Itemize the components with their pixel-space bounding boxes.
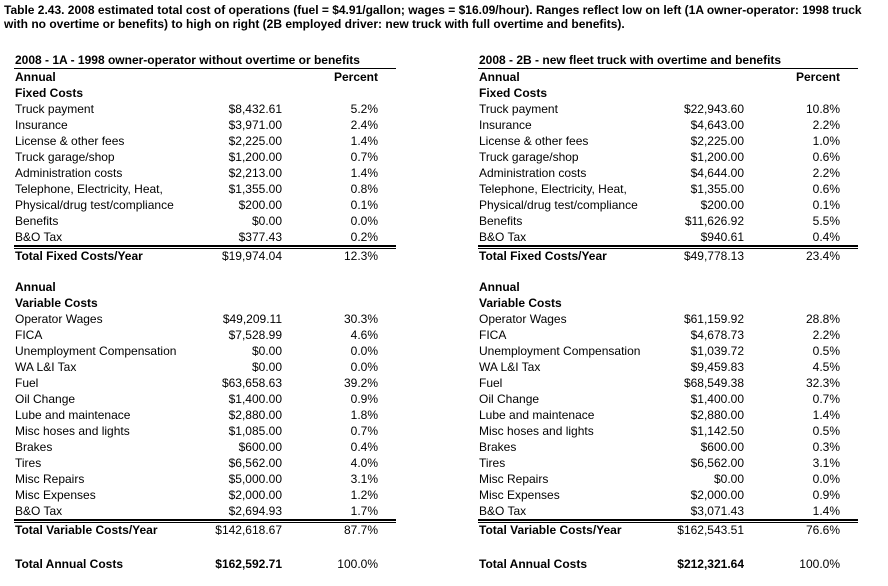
variable-annual-label: Annual <box>479 280 520 294</box>
cost-amount: $2,225.00 <box>690 134 744 148</box>
cost-label: Truck garage/shop <box>479 150 579 164</box>
fixed-total-row <box>14 246 396 263</box>
annual-total-row <box>14 556 396 572</box>
cost-amount: $9,459.83 <box>690 360 744 374</box>
variable-cost-row <box>14 471 396 487</box>
variable-cost-row <box>14 311 396 327</box>
cost-percent: 30.3% <box>343 312 378 326</box>
cost-amount: $6,562.00 <box>228 456 282 470</box>
cost-label: Benefits <box>15 214 59 228</box>
cost-label: Physical/drug test/compliance <box>479 198 638 212</box>
variable-cost-row <box>14 343 396 359</box>
cost-label: FICA <box>15 328 43 342</box>
cost-label: Unemployment Compensation <box>15 344 177 358</box>
cost-label: Lube and maintenace <box>479 408 595 422</box>
column-header <box>14 69 396 85</box>
cost-label: B&O Tax <box>479 230 527 244</box>
cost-amount: $8,432.61 <box>228 102 282 116</box>
variable-costs-heading <box>14 295 396 311</box>
variable-cost-row <box>14 503 396 520</box>
cost-amount: $2,000.00 <box>228 488 282 502</box>
fixed-cost-row <box>478 197 858 213</box>
cost-label: Brakes <box>479 440 517 454</box>
cost-label: Truck payment <box>479 102 558 116</box>
cost-label: Misc Repairs <box>479 472 549 486</box>
column-header <box>478 69 858 85</box>
fixed-cost-row <box>14 101 396 117</box>
cost-percent: 0.8% <box>350 182 378 196</box>
variable-cost-row <box>478 503 858 520</box>
cost-label: WA L&I Tax <box>479 360 541 374</box>
variable-cost-row <box>478 375 858 391</box>
percent-header: Percent <box>795 70 840 84</box>
variable-total-row <box>478 520 858 537</box>
cost-percent: 0.6% <box>812 182 840 196</box>
cost-percent: 0.3% <box>812 440 840 454</box>
annual-label: Annual <box>15 70 56 84</box>
annual-total-row <box>478 556 858 572</box>
cost-percent: 0.9% <box>812 488 840 502</box>
cost-label: Benefits <box>479 214 523 228</box>
annual-total-label: Total Annual Costs <box>15 557 123 571</box>
spacer <box>478 263 858 279</box>
cost-label: B&O Tax <box>479 504 527 518</box>
cost-percent: 2.4% <box>350 118 378 132</box>
cost-percent: 0.2% <box>350 230 378 244</box>
variable-cost-row <box>478 407 858 423</box>
cost-percent: 2.2% <box>812 166 840 180</box>
panel-right-2b <box>478 52 858 572</box>
panel-title <box>14 52 396 69</box>
annual-label: Annual <box>479 70 520 84</box>
cost-label: Administration costs <box>479 166 587 180</box>
variable-cost-row <box>14 455 396 471</box>
total-label: Total Fixed Costs/Year <box>479 249 607 263</box>
cost-amount: $1,355.00 <box>690 182 744 196</box>
cost-amount: $6,562.00 <box>690 456 744 470</box>
fixed-cost-row <box>14 117 396 133</box>
cost-percent: 0.0% <box>350 214 378 228</box>
fixed-cost-row <box>478 101 858 117</box>
panel-title-text: 2008 - 1A - 1998 owner-operator without overtime or benefits <box>15 53 360 67</box>
cost-amount: $3,971.00 <box>228 118 282 132</box>
cost-percent: 0.9% <box>350 392 378 406</box>
variable-cost-row <box>14 423 396 439</box>
cost-label: Truck garage/shop <box>15 150 115 164</box>
fixed-costs-heading <box>478 85 858 101</box>
fixed-cost-row <box>478 165 858 181</box>
cost-label: Oil Change <box>15 392 76 406</box>
variable-total-row <box>14 520 396 537</box>
variable-cost-row <box>478 487 858 503</box>
cost-amount: $4,678.73 <box>690 328 744 342</box>
total-percent: 87.7% <box>343 523 378 537</box>
fixed-cost-row <box>478 181 858 197</box>
fixed-total-row <box>478 246 858 263</box>
cost-label: Telephone, Electricity, Heat, <box>479 182 627 196</box>
fixed-cost-row <box>14 197 396 213</box>
cost-amount: $2,694.93 <box>228 504 282 518</box>
cost-amount: $0.00 <box>251 344 282 358</box>
cost-label: Operator Wages <box>479 312 567 326</box>
fixed-costs-heading <box>14 85 396 101</box>
cost-percent: 2.2% <box>812 328 840 342</box>
cost-percent: 4.5% <box>812 360 840 374</box>
cost-amount: $600.00 <box>700 440 744 454</box>
cost-percent: 0.1% <box>812 198 840 212</box>
total-label: Total Variable Costs/Year <box>15 523 158 537</box>
variable-cost-row <box>478 311 858 327</box>
cost-amount: $940.61 <box>700 230 744 244</box>
cost-label: B&O Tax <box>15 504 63 518</box>
cost-label: Tires <box>479 456 506 470</box>
cost-percent: 4.0% <box>350 456 378 470</box>
total-percent: 23.4% <box>805 249 840 263</box>
annual-total-amount: $212,321.64 <box>677 557 744 571</box>
variable-annual-heading <box>478 279 858 295</box>
total-amount: $162,543.51 <box>677 523 744 537</box>
cost-amount: $4,643.00 <box>690 118 744 132</box>
cost-label: Lube and maintenace <box>15 408 131 422</box>
variable-cost-row <box>14 375 396 391</box>
total-percent: 12.3% <box>343 249 378 263</box>
cost-label: License & other fees <box>479 134 589 148</box>
fixed-cost-row <box>14 149 396 165</box>
variable-cost-row <box>478 327 858 343</box>
cost-amount: $0.00 <box>251 360 282 374</box>
spacer <box>14 263 396 279</box>
fixed-cost-row <box>478 117 858 133</box>
cost-percent: 32.3% <box>805 376 840 390</box>
cost-label: Physical/drug test/compliance <box>15 198 174 212</box>
cost-amount: $1,142.50 <box>690 424 744 438</box>
cost-amount: $377.43 <box>238 230 282 244</box>
cost-percent: 28.8% <box>805 312 840 326</box>
cost-label: Insurance <box>479 118 532 132</box>
cost-percent: 1.4% <box>350 134 378 148</box>
cost-amount: $11,626.92 <box>684 214 744 228</box>
cost-percent: 10.8% <box>805 102 840 116</box>
fixed-costs-label: Fixed Costs <box>15 86 84 100</box>
cost-amount: $1,200.00 <box>690 150 744 164</box>
variable-costs-label: Variable Costs <box>15 296 98 310</box>
cost-percent: 1.8% <box>350 408 378 422</box>
panel-title-text: 2008 - 2B - new fleet truck with overtime and benefits <box>479 53 782 67</box>
cost-percent: 0.0% <box>350 344 378 358</box>
fixed-cost-row <box>478 229 858 246</box>
fixed-cost-row <box>14 181 396 197</box>
cost-amount: $61,159.92 <box>683 312 744 326</box>
cost-amount: $1,355.00 <box>228 182 282 196</box>
cost-amount: $49,209.11 <box>222 312 282 326</box>
cost-label: WA L&I Tax <box>15 360 77 374</box>
cost-percent: 39.2% <box>343 376 378 390</box>
cost-percent: 2.2% <box>812 118 840 132</box>
cost-label: Misc Expenses <box>15 488 96 502</box>
cost-amount: $63,658.63 <box>221 376 282 390</box>
variable-cost-row <box>14 391 396 407</box>
panel-title <box>478 52 858 69</box>
cost-amount: $5,000.00 <box>228 472 282 486</box>
cost-label: Brakes <box>15 440 53 454</box>
cost-percent: 4.6% <box>350 328 378 342</box>
cost-label: Misc Repairs <box>15 472 85 486</box>
variable-cost-row <box>14 327 396 343</box>
variable-cost-row <box>14 407 396 423</box>
variable-cost-row <box>14 439 396 455</box>
cost-percent: 1.7% <box>350 504 378 518</box>
cost-amount: $200.00 <box>238 198 282 212</box>
fixed-cost-row <box>14 229 396 246</box>
annual-total-percent: 100.0% <box>799 557 840 571</box>
total-amount: $19,974.04 <box>221 249 282 263</box>
cost-label: Oil Change <box>479 392 540 406</box>
total-amount: $142,618.67 <box>215 523 282 537</box>
cost-amount: $4,644.00 <box>690 166 744 180</box>
cost-percent: 5.2% <box>350 102 378 116</box>
annual-total-label: Total Annual Costs <box>479 557 587 571</box>
cost-amount: $0.00 <box>251 214 282 228</box>
cost-percent: 5.5% <box>812 214 840 228</box>
fixed-cost-row <box>14 133 396 149</box>
cost-percent: 0.7% <box>350 424 378 438</box>
cost-amount: $1,400.00 <box>228 392 282 406</box>
cost-label: Misc hoses and lights <box>479 424 594 438</box>
total-amount: $49,778.13 <box>683 249 744 263</box>
variable-annual-heading <box>14 279 396 295</box>
cost-label: B&O Tax <box>15 230 63 244</box>
cost-percent: 0.5% <box>812 344 840 358</box>
cost-percent: 0.7% <box>350 150 378 164</box>
cost-amount: $2,225.00 <box>228 134 282 148</box>
cost-label: License & other fees <box>15 134 125 148</box>
variable-cost-row <box>478 359 858 375</box>
cost-percent: 0.5% <box>812 424 840 438</box>
annual-total-percent: 100.0% <box>337 557 378 571</box>
fixed-cost-row <box>478 149 858 165</box>
variable-cost-row <box>14 487 396 503</box>
fixed-cost-row <box>14 165 396 181</box>
total-percent: 76.6% <box>805 523 840 537</box>
cost-label: FICA <box>479 328 507 342</box>
variable-costs-heading <box>478 295 858 311</box>
cost-label: Administration costs <box>15 166 123 180</box>
variable-cost-row <box>478 343 858 359</box>
panel-left-1a <box>14 52 396 572</box>
cost-percent: 0.4% <box>350 440 378 454</box>
cost-amount: $68,549.38 <box>683 376 744 390</box>
cost-label: Fuel <box>15 376 39 390</box>
cost-label: Unemployment Compensation <box>479 344 641 358</box>
cost-amount: $0.00 <box>713 472 744 486</box>
table-caption: Table 2.43. 2008 estimated total cost of operations (fuel = $4.91/gallon; wages = $16.09/hour). Ranges reflect low on left (1A owner-operator: 1998 truck with no overtime or benefits) to high on right (2B employed driver: new truck with full overtime and benefits). <box>4 3 862 31</box>
cost-amount: $2,000.00 <box>690 488 744 502</box>
cost-percent: 3.1% <box>812 456 840 470</box>
cost-label: Tires <box>15 456 42 470</box>
variable-cost-row <box>478 439 858 455</box>
cost-label: Fuel <box>479 376 503 390</box>
cost-percent: 3.1% <box>350 472 378 486</box>
cost-percent: 1.4% <box>812 408 840 422</box>
cost-amount: $1,039.72 <box>690 344 744 358</box>
cost-label: Insurance <box>15 118 68 132</box>
cost-label: Misc Expenses <box>479 488 560 502</box>
variable-cost-row <box>14 359 396 375</box>
cost-amount: $600.00 <box>238 440 282 454</box>
cost-percent: 0.6% <box>812 150 840 164</box>
variable-cost-row <box>478 423 858 439</box>
cost-amount: $2,213.00 <box>228 166 282 180</box>
fixed-cost-row <box>14 213 396 229</box>
cost-percent: 1.4% <box>812 504 840 518</box>
cost-amount: $1,200.00 <box>228 150 282 164</box>
fixed-costs-label: Fixed Costs <box>479 86 548 100</box>
cost-percent: 0.0% <box>350 360 378 374</box>
fixed-cost-row <box>478 133 858 149</box>
variable-costs-label: Variable Costs <box>479 296 562 310</box>
variable-cost-row <box>478 455 858 471</box>
percent-header: Percent <box>333 70 378 84</box>
cost-label: Misc hoses and lights <box>15 424 130 438</box>
cost-amount: $200.00 <box>700 198 744 212</box>
spacer <box>478 537 858 556</box>
cost-label: Truck payment <box>15 102 94 116</box>
annual-total-amount: $162,592.71 <box>215 557 282 571</box>
cost-percent: 1.2% <box>350 488 378 502</box>
total-label: Total Fixed Costs/Year <box>15 249 143 263</box>
cost-amount: $1,400.00 <box>690 392 744 406</box>
cost-amount: $2,880.00 <box>690 408 744 422</box>
cost-label: Operator Wages <box>15 312 103 326</box>
cost-percent: 0.4% <box>812 230 840 244</box>
cost-percent: 0.7% <box>812 392 840 406</box>
cost-amount: $7,528.99 <box>228 328 282 342</box>
cost-percent: 1.4% <box>350 166 378 180</box>
cost-percent: 0.1% <box>350 198 378 212</box>
cost-percent: 0.0% <box>812 472 840 486</box>
cost-amount: $22,943.60 <box>683 102 744 116</box>
fixed-cost-row <box>478 213 858 229</box>
cost-label: Telephone, Electricity, Heat, <box>15 182 163 196</box>
variable-cost-row <box>478 471 858 487</box>
total-label: Total Variable Costs/Year <box>479 523 622 537</box>
cost-amount: $2,880.00 <box>228 408 282 422</box>
cost-amount: $1,085.00 <box>228 424 282 438</box>
variable-annual-label: Annual <box>15 280 56 294</box>
spacer <box>14 537 396 556</box>
cost-amount: $3,071.43 <box>690 504 744 518</box>
variable-cost-row <box>478 391 858 407</box>
cost-percent: 1.0% <box>812 134 840 148</box>
